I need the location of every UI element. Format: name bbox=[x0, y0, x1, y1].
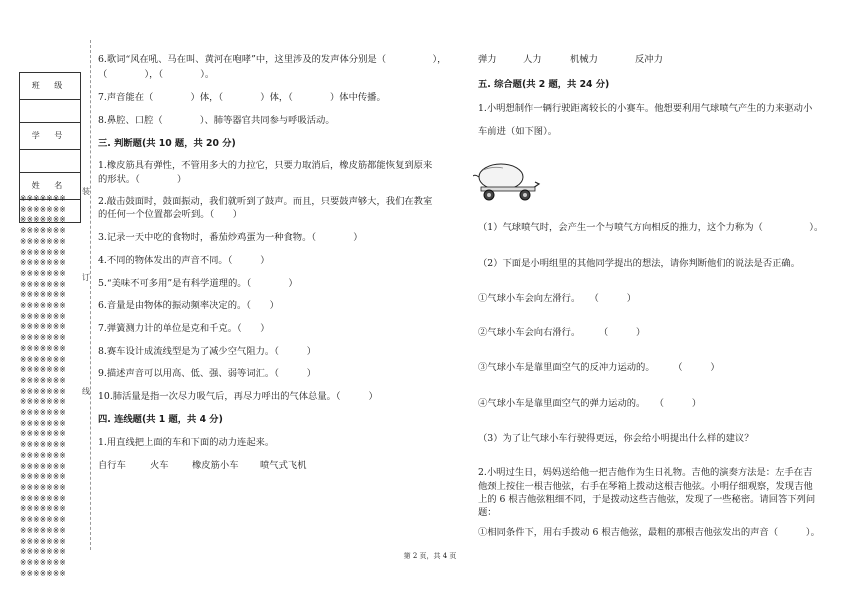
vehicle-jet-plane: 喷气式飞机 bbox=[260, 460, 307, 471]
judge-q1-line1: 1.橡皮筋具有弹性，不管用多大的力拉它，只要力取消后，橡皮筋都能恢复到原来 bbox=[98, 160, 433, 171]
class-blank bbox=[20, 100, 80, 123]
fill-q6-line1: 6.歌词“风在吼、马在叫、黄河在咆哮”中，这里涉及的发声体分别是（ ）， bbox=[98, 54, 447, 65]
power-human: 人力 bbox=[523, 54, 542, 65]
binding-mark-xian: 线 bbox=[82, 387, 90, 396]
judge-q1-line2: 的形状。（ ） bbox=[98, 174, 187, 185]
section-matching-title: 四. 连线题(共 1 题，共 4 分) bbox=[98, 414, 223, 425]
comp-q2-line1: 2.小明过生日，妈妈送给他一把吉他作为生日礼物。吉他的演奏方法是：左手在吉 bbox=[478, 467, 813, 478]
judge-q3: 3.记录一天中吃的食物时，番茄炒鸡蛋为一种食物。（ ） bbox=[98, 232, 363, 243]
binding-mark-ding: 订 bbox=[82, 273, 90, 282]
comp-q2-sub1: ①相同条件下，用右手拨动 6 根吉他弦，最粗的那根吉他弦发出的声音（ ）。 bbox=[478, 527, 820, 538]
comp-q1-sub2: （2）下面是小明组里的其他同学提出的想法，请你判断他们的说法是否正确。 bbox=[478, 258, 801, 269]
judge-q5: 5.“美味不可多用”是有科学道理的。（ ） bbox=[98, 278, 298, 289]
binding-mark-zhuang: 装 bbox=[82, 187, 90, 196]
comp-q1-sub1: （1）气球喷气时，会产生一个与喷气方向相反的推力，这个力称为（ ）。 bbox=[478, 222, 824, 233]
comp-q2-line3: 上的 6 根吉他弦粗细不同，于是拨动这些吉他弦，发现了一些秘密。请回答下列问 bbox=[478, 494, 816, 505]
fill-q6-line2: （ ），（ ）。 bbox=[98, 69, 215, 80]
section-comprehensive-title: 五. 综合题(共 2 题，共 24 分) bbox=[478, 79, 610, 90]
fill-q8: 8.鼻腔、口腔（ ）、肺等器官共同参与呼吸活动。 bbox=[98, 115, 335, 126]
power-elastic: 弹力 bbox=[478, 54, 497, 65]
id-field: 学 号 bbox=[20, 123, 80, 150]
section-judgment-title: 三. 判断题(共 10 题，共 20 分) bbox=[98, 138, 236, 149]
comp-q1-option1: ①气球小车会向左滑行。 （ ） bbox=[478, 293, 637, 304]
balloon-car-illustration bbox=[473, 160, 545, 204]
page-number: 第 2 页，共 4 页 bbox=[403, 552, 457, 560]
judge-q2-line1: 2.敲击鼓面时，鼓面振动，我们就听到了鼓声。而且，只要鼓声够大，我们在教室 bbox=[98, 196, 433, 207]
comp-q1-sub3: （3）为了让气球小车行驶得更远，你会给小明提出什么样的建议？ bbox=[478, 433, 754, 444]
comp-q1-option4: ④气球小车是靠里面空气的弹力运动的。 （ ） bbox=[478, 398, 702, 409]
judge-q9: 9.描述声音可以用高、低、强、弱等词汇。（ ） bbox=[98, 368, 317, 379]
vehicle-bicycle: 自行车 bbox=[98, 460, 126, 471]
judge-q2-line2: 的任何一个位置都会听到。（ ） bbox=[98, 209, 243, 220]
vehicle-rubber-band-car: 橡皮筋小车 bbox=[192, 460, 239, 471]
judge-q8: 8.赛车设计成流线型是为了减少空气阻力。（ ） bbox=[98, 346, 317, 357]
margin-stars-pattern: ※※※※※※※ ※※※※※※※ ※※※※※※※ ※※※※※※※ ※※※※※※※ ※※※※※※※ ※※※※※※※ ※※※※※※※ ※※※※※※※ ※※※※※※※ ※※※※※※※ ※※※※※※※ ※※※※※※※ ※※※※※※※ ※※※※※※※ ※※※※※※※ ※※※※※※※ ※※※※※※※ ※※※※※※※ ※※※※※※※ ※※※※※※※ ※※※※※※※ ※※※※※※※ ※※※※※※※ ※※※※※※※ ※※※※※※※ ※※※※※※※ ※※※※※※※ ※※※※※※※ ※※※※※※※ ※※※※※※※ ※※※※※※※ ※※※※※※※ ※※※※※※※ ※※※※※※※ ※※※※※※※ bbox=[20, 194, 66, 578]
comp-q1-option3: ③气球小车是靠里面空气的反冲力运动的。 （ ） bbox=[478, 362, 720, 373]
match-q1: 1.用直线把上面的车和下面的动力连起来。 bbox=[98, 437, 275, 448]
name-field: 姓 名 bbox=[20, 173, 80, 200]
binding-dashed-line bbox=[90, 40, 91, 550]
judge-q6: 6.音量是由物体的振动频率决定的。（ ） bbox=[98, 300, 279, 311]
power-recoil: 反冲力 bbox=[635, 54, 663, 65]
vehicle-train: 火车 bbox=[150, 460, 169, 471]
comp-q1-line2: 车前进（如下图）。 bbox=[478, 126, 558, 137]
comp-q1-option2: ②气球小车会向右滑行。 （ ） bbox=[478, 327, 646, 338]
id-blank bbox=[20, 150, 80, 173]
judge-q7: 7.弹簧测力计的单位是克和千克。（ ） bbox=[98, 323, 270, 334]
fill-q7: 7.声音能在（ ）体，（ ）体，（ ）体中传播。 bbox=[98, 92, 386, 103]
judge-q10: 10.肺活量是指一次尽力吸气后，再尽力呼出的气体总量。（ ） bbox=[98, 391, 378, 402]
comp-q2-line2: 他颈上按住一根吉他弦，右手在琴箱上拨动这根吉他弦。小明仔细观察，发现吉他 bbox=[478, 481, 813, 492]
class-field: 班 级 bbox=[20, 73, 80, 100]
comp-q2-line4: 题： bbox=[478, 507, 497, 518]
comp-q1-line1: 1.小明想制作一辆行驶距离较长的小赛车。他想要利用气球喷气产生的力来驱动小 bbox=[478, 103, 813, 114]
judge-q4: 4.不同的物体发出的声音不同。（ ） bbox=[98, 255, 270, 266]
power-mechanical: 机械力 bbox=[570, 54, 598, 65]
